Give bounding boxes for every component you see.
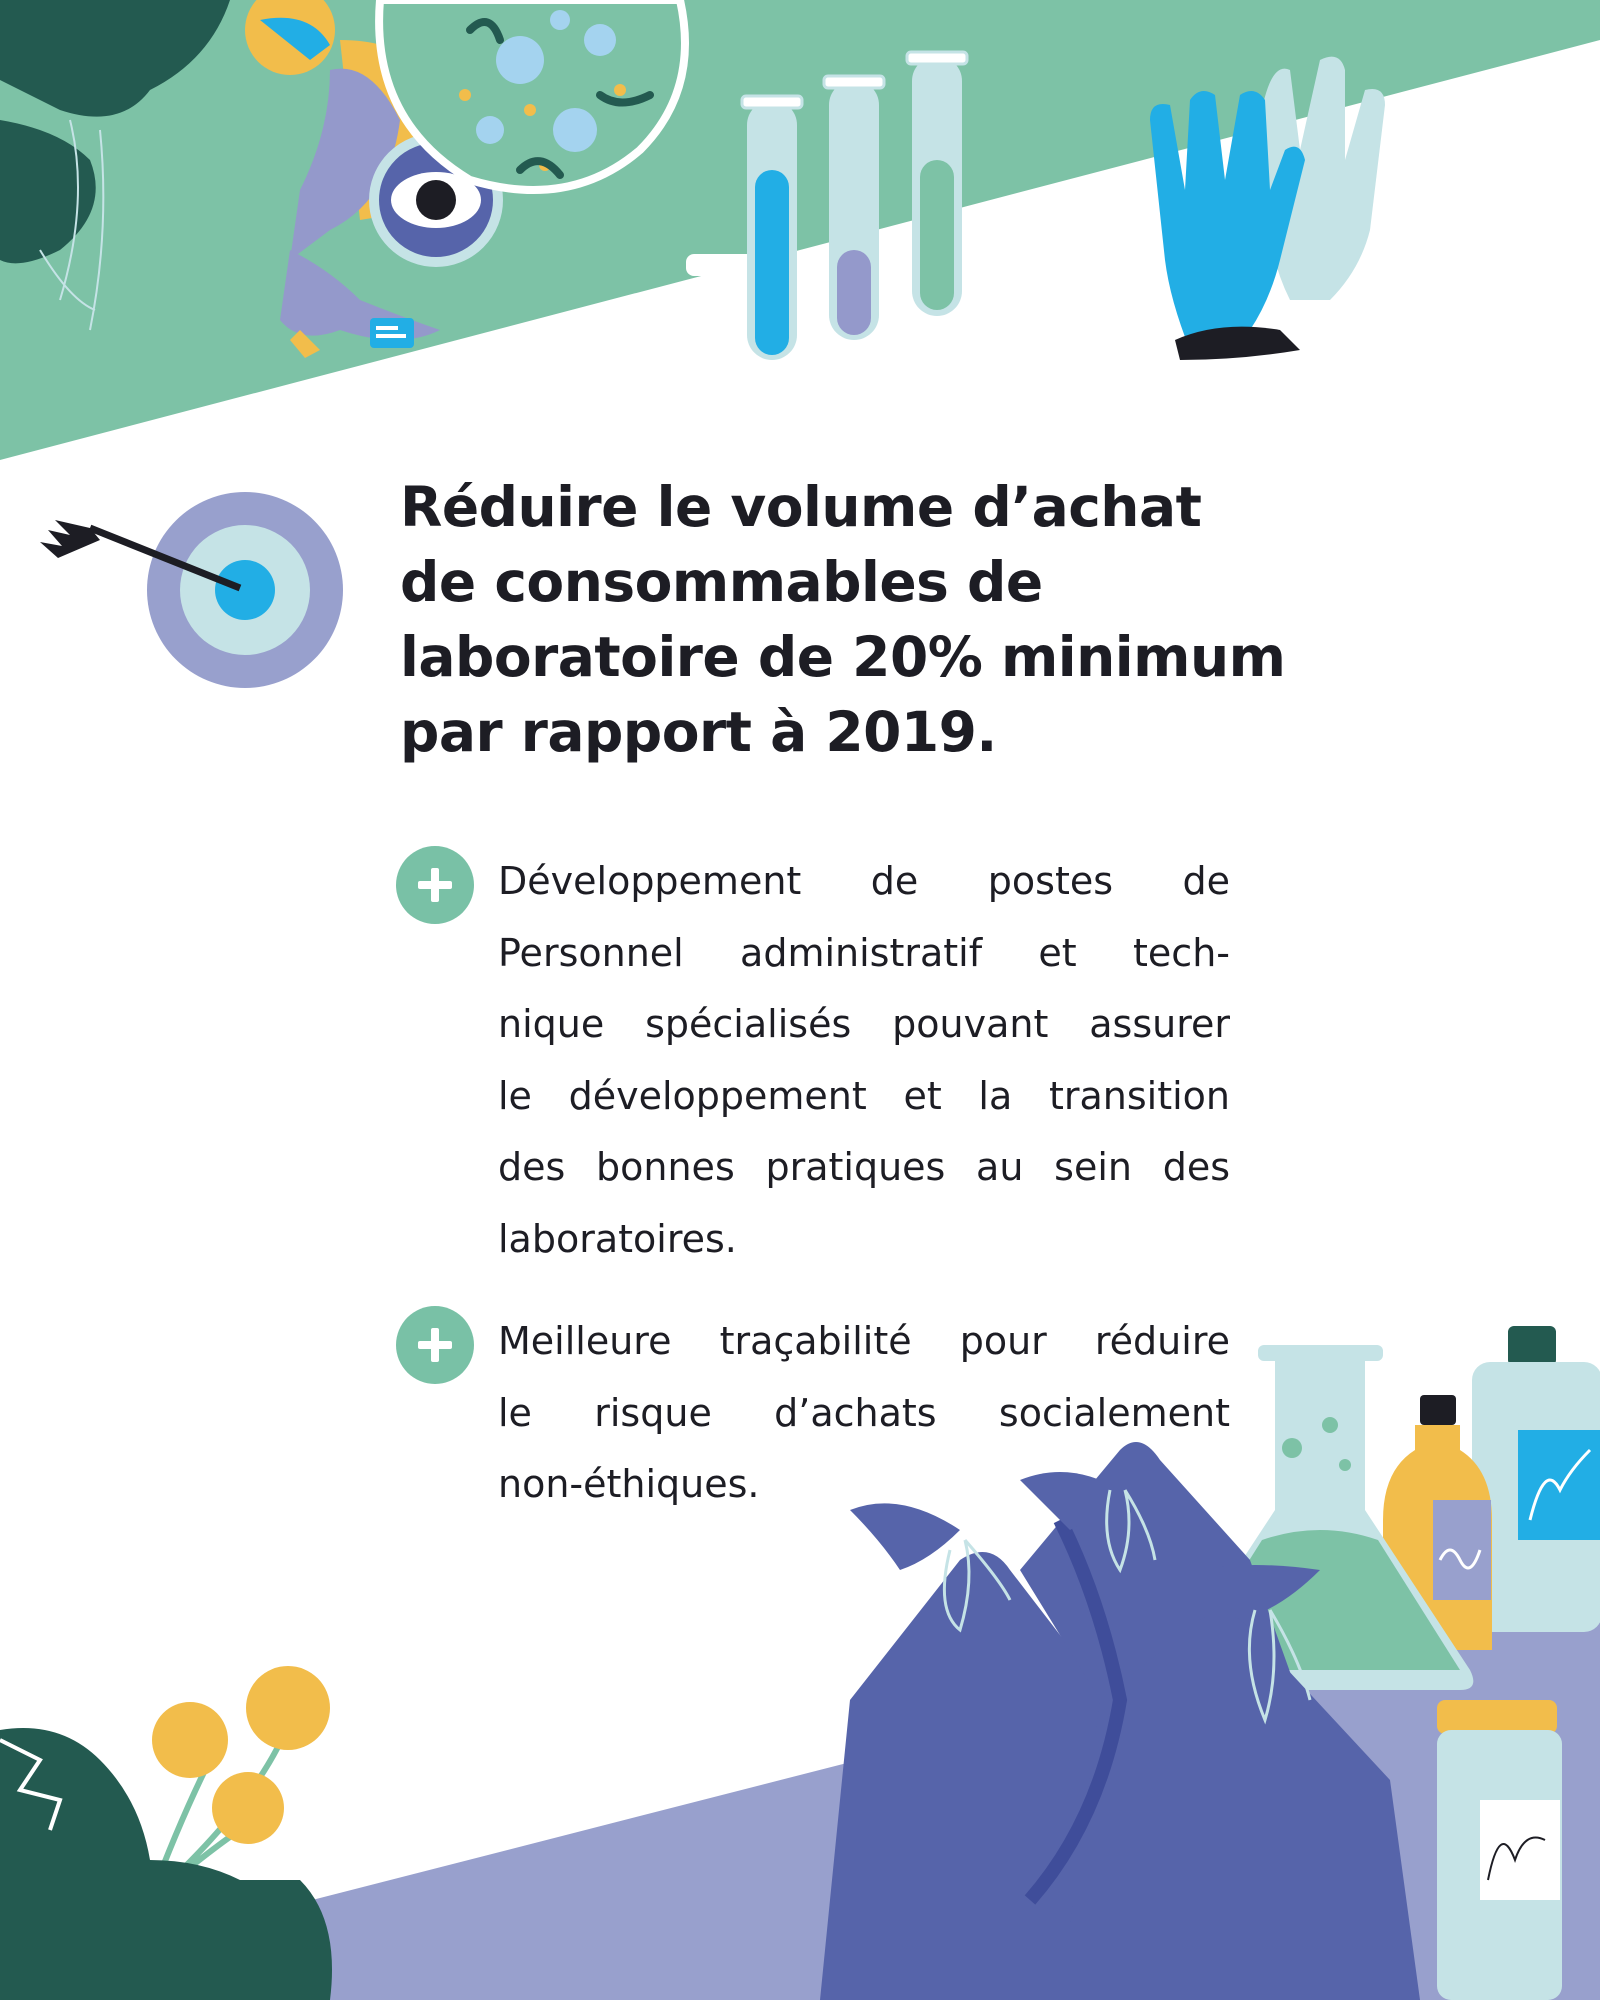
main-content xyxy=(400,470,1286,1506)
bullet-text xyxy=(498,846,1230,1275)
plus-icon xyxy=(396,1306,474,1384)
title-line: laboratoire de 20% minimum xyxy=(400,625,1286,689)
title-line: par rapport à 2019. xyxy=(400,700,997,764)
bullet-text xyxy=(498,1306,1230,1521)
plus-icon xyxy=(396,846,474,924)
page-title xyxy=(400,470,1286,770)
bullet-line: le risque d’achats socialement xyxy=(498,1390,1230,1435)
bullet-line: Personnel administratif et tech- xyxy=(498,930,1230,975)
bottom-left-flowers xyxy=(0,1666,332,2000)
bullet-item-staffing xyxy=(400,846,1230,1275)
bullet-line: laboratoires. xyxy=(498,1216,737,1261)
bullet-line: Meilleure traçabilité pour réduire xyxy=(498,1319,1230,1363)
title-line: de consommables de xyxy=(400,550,1043,614)
bullet-line: des bonnes pratiques au sein des xyxy=(498,1145,1230,1189)
bullet-item-traceability xyxy=(400,1306,1230,1521)
bullet-line: Développement de postes de xyxy=(498,859,1230,903)
bullet-line: le développement et la transition xyxy=(498,1073,1230,1118)
bullet-line: non-éthiques. xyxy=(498,1462,760,1506)
title-line: Réduire le volume d’achat xyxy=(400,475,1202,539)
bullet-line: nique spécialisés pouvant assurer xyxy=(498,1002,1230,1046)
target-icon xyxy=(40,492,343,688)
